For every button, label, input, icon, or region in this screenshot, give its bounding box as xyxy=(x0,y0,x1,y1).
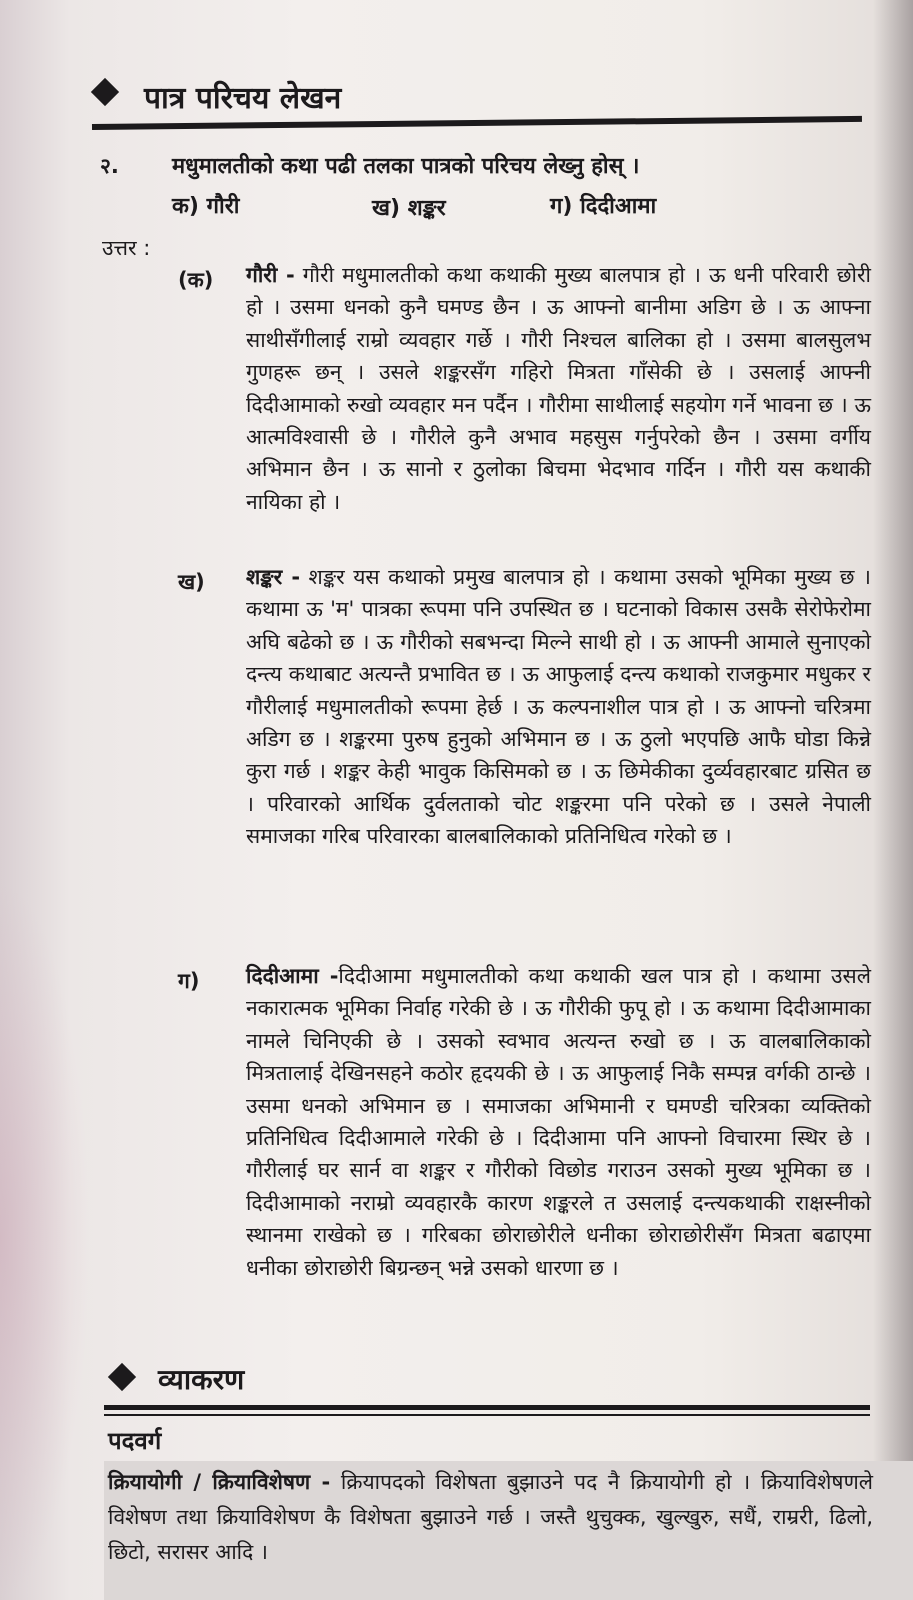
question-text: मधुमालतीको कथा पढी तलका पात्रको परिचय लेख्नु होस् । xyxy=(172,154,640,179)
answer-gauri-text: गौरी मधुमालतीको कथा कथाकी मुख्य बालपात्र हो । ऊ धनी परिवारी छोरी हो । उसमा धनको कुनै घमण्ड छैन । ऊ आफ्नो बानीमा अडिग छे । ऊ आफ्ना साथीसँगीलाई राम्रो व्यवहार गर्छे । गौरी निश्चल बालिका हो । उसमा बालसुलभ गुणहरू छन् । उसले शङ्करसँग गहिरो मित्रता गाँसेकी छे । उसलाई आफ्नी दिदीआमाको रुखो व्यवहार मन पर्दैन । गौरीमा साथीलाई सहयोग गर्ने भावना छ । ऊ आत्मविश्वासी छे । गौरीले कुनै अभाव महसुस गर्नुपरेको छैन । उसमा वर्गीय अभिमान छैन । ऊ सानो र ठुलोका बिचमा भेदभाव गर्दिन । गौरी यस कथाकी नायिका हो । xyxy=(246,263,871,514)
answer-gauri xyxy=(246,259,871,518)
answer-marker-ka: (क) xyxy=(178,268,214,292)
answer-shankar-name: शङ्कर - xyxy=(246,565,301,589)
option-shankar: ख) शङ्कर xyxy=(372,196,446,221)
question-number: २. xyxy=(100,154,119,178)
grammar-rule-thin xyxy=(104,1414,870,1416)
answer-didiama-name: दिदीआमा - xyxy=(246,964,339,988)
answer-marker-ga: ग) xyxy=(178,969,200,993)
section-title: पात्र परिचय लेखन xyxy=(144,81,342,116)
answer-didiama xyxy=(246,960,871,1284)
page-edge-shadow xyxy=(873,0,913,1600)
grammar-text: क्रियापदको विशेषता बुझाउने पद नै क्रियायोगी हो । क्रियाविशेषणले विशेषण तथा क्रियाविशेषण कै विशेषता बुझाउने गर्छ । जस्तै थुचुक्क, खुल्खुरु, सधैं, राम्ररी, ढिलो, छिटो, सरासर आदि । xyxy=(108,1470,873,1564)
grammar-subtitle: पदवर्ग xyxy=(108,1427,162,1455)
paper-stain xyxy=(0,880,90,1600)
answer-gauri-name: गौरी - xyxy=(246,263,295,287)
answer-marker-kha: ख) xyxy=(178,570,205,594)
answer-didiama-text: दिदीआमा मधुमालतीको कथा कथाकी खल पात्र हो । कथामा उसले नकारात्मक भूमिका निर्वाह गरेकी छे । ऊ गौरीकी फुपू हो । ऊ कथामा दिदीआमाका नामले चिनिएकी छे । उसको स्वभाव अत्यन्त रुखो छ । ऊ वालबालिकाको मित्रतालाई देखिनसहने कठोर हृदयकी छे । ऊ आफुलाई निकै सम्पन्न वर्गकी ठान्छे । उसमा धनको अभिमान छ । समाजका अभिमानी र घमण्डी चरित्रका व्यक्तिको प्रतिनिधित्व दिदीआमाले गरेकी छे । दिदीआमा पनि आफ्नो विचारमा स्थिर छे । गौरीलाई घर सार्न वा शङ्कर र गौरीको विछोड गराउन उसको मुख्य भूमिका छ । दिदीआमाको नराम्रो व्यवहारकै कारण शङ्करले त उसलाई दन्त्यकथाकी राक्षस्नीको स्थानमा राखेको छ । गरिबका छोराछोरीले धनीका छोराछोरीसँग मित्रता बढाएमा धनीका छोराछोरी बिग्रन्छन् भन्ने उसको धारणा छ । xyxy=(246,964,871,1280)
option-didiama: ग) दिदीआमा xyxy=(550,194,657,219)
grammar-title: व्याकरण xyxy=(158,1363,245,1396)
grammar-definition xyxy=(108,1465,873,1570)
answer-shankar-text: शङ्कर यस कथाको प्रमुख बालपात्र हो । कथामा उसको भूमिका मुख्य छ । कथामा ऊ 'म' पात्रका रूपमा पनि उपस्थित छ । घटनाको विकास उसकै सेरोफेरोमा अघि बढेको छ । ऊ गौरीको सबभन्दा मिल्ने साथी हो । ऊ आफ्नी आमाले सुनाएको दन्त्य कथाबाट अत्यन्तै प्रभावित छ । ऊ आफुलाई दन्त्य कथाको राजकुमार मधुकर र गौरीलाई मधुमालतीको रूपमा हेर्छ । ऊ कल्पनाशील पात्र हो । ऊ आफ्नो चरित्रमा अडिग छ । शङ्करमा पुरुष हुनुको अभिमान छ । ऊ ठुलो भएपछि आफै घोडा किन्ने कुरा गर्छ । शङ्कर केही भावुक किसिमको छ । ऊ छिमेकीका दुर्व्यवहारबाट ग्रसित छ । परिवारको आर्थिक दुर्वलताको चोट शङ्करमा पनि परेको छ । उसले नेपाली समाजका गरिब परिवारका बालबालिकाको प्रतिनिधित्व गरेको छ । xyxy=(246,565,871,849)
grammar-term: क्रियायोगी / क्रियाविशेषण - xyxy=(108,1470,331,1494)
answer-label: उत्तर : xyxy=(102,236,151,260)
answer-shankar xyxy=(246,561,871,853)
grammar-rule xyxy=(104,1405,870,1410)
option-gauri: क) गौरी xyxy=(172,194,240,219)
